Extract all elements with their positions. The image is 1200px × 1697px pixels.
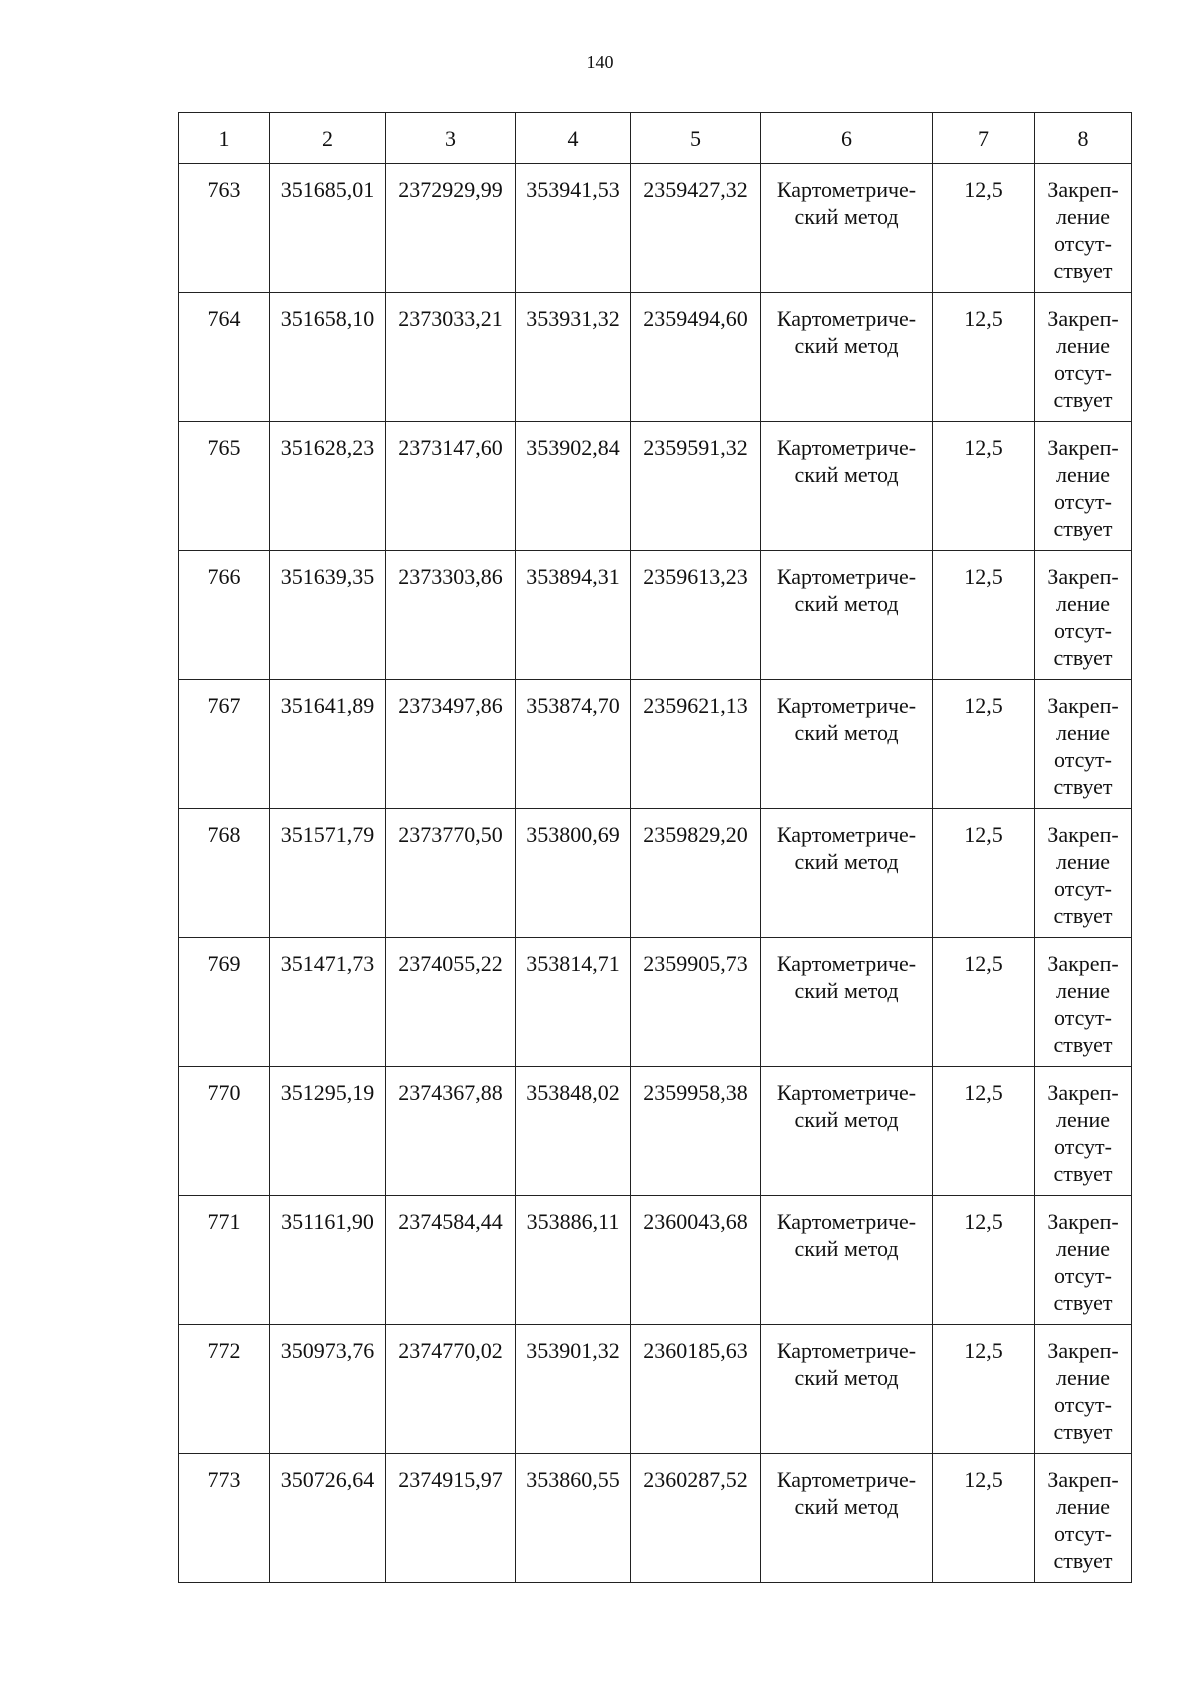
coordinate-y-new-cell: 2359427,32 [631, 164, 761, 293]
fixing-line: ствует [1053, 1419, 1113, 1444]
method-cell [761, 938, 933, 1067]
fixing-line: Закреп- [1047, 1467, 1119, 1492]
column-header: 5 [631, 113, 761, 164]
coordinate-y-new-cell: 2359958,38 [631, 1067, 761, 1196]
point-number-cell: 770 [179, 1067, 270, 1196]
coordinate-y-old-cell: 2374770,02 [386, 1325, 516, 1454]
fixing-line: ствует [1053, 1032, 1113, 1057]
fixing-line: отсут- [1053, 1005, 1112, 1030]
coordinate-y-old-cell: 2373033,21 [386, 293, 516, 422]
fixing-line: Закреп- [1047, 564, 1119, 589]
method-line: ский метод [794, 591, 899, 616]
coordinate-y-old-cell: 2372929,99 [386, 164, 516, 293]
fixing-line: ствует [1053, 1161, 1113, 1186]
coordinate-y-old-cell: 2373497,86 [386, 680, 516, 809]
table-row [179, 680, 1132, 809]
point-number-cell: 769 [179, 938, 270, 1067]
column-header: 3 [386, 113, 516, 164]
fixing-cell [1035, 1067, 1132, 1196]
coordinate-y-old-cell: 2373147,60 [386, 422, 516, 551]
coordinate-x-new-cell: 353902,84 [516, 422, 631, 551]
coordinate-y-new-cell: 2359494,60 [631, 293, 761, 422]
fixing-cell [1035, 422, 1132, 551]
coordinate-y-new-cell: 2359905,73 [631, 938, 761, 1067]
fixing-cell [1035, 293, 1132, 422]
coordinate-x-old-cell: 351685,01 [270, 164, 386, 293]
fixing-line: ление [1055, 591, 1111, 616]
fixing-line: ление [1055, 204, 1111, 229]
coordinate-x-old-cell: 351639,35 [270, 551, 386, 680]
column-header: 8 [1035, 113, 1132, 164]
coordinate-x-old-cell: 351471,73 [270, 938, 386, 1067]
accuracy-cell: 12,5 [933, 1454, 1035, 1583]
coordinate-x-new-cell: 353901,32 [516, 1325, 631, 1454]
fixing-line: Закреп- [1047, 693, 1119, 718]
method-line: Картометриче- [776, 1338, 917, 1363]
fixing-line: ствует [1053, 258, 1113, 283]
fixing-cell [1035, 164, 1132, 293]
coordinate-y-new-cell: 2359591,32 [631, 422, 761, 551]
accuracy-cell: 12,5 [933, 1196, 1035, 1325]
accuracy-cell: 12,5 [933, 1067, 1035, 1196]
fixing-line: ствует [1053, 1548, 1113, 1573]
table-row [179, 164, 1132, 293]
fixing-line: ствует [1053, 774, 1113, 799]
coordinate-y-new-cell: 2360043,68 [631, 1196, 761, 1325]
coordinate-x-old-cell: 351161,90 [270, 1196, 386, 1325]
fixing-line: ление [1055, 462, 1111, 487]
coordinate-y-new-cell: 2360185,63 [631, 1325, 761, 1454]
column-header: 7 [933, 113, 1035, 164]
coordinate-x-old-cell: 350726,64 [270, 1454, 386, 1583]
fixing-line: ление [1055, 849, 1111, 874]
fixing-line: Закреп- [1047, 1080, 1119, 1105]
fixing-cell [1035, 1325, 1132, 1454]
method-line: Картометриче- [776, 306, 917, 331]
fixing-line: Закреп- [1047, 1209, 1119, 1234]
table-row [179, 1454, 1132, 1583]
point-number-cell: 773 [179, 1454, 270, 1583]
page-number: 140 [586, 52, 614, 72]
coordinate-x-new-cell: 353931,32 [516, 293, 631, 422]
coordinate-x-new-cell: 353814,71 [516, 938, 631, 1067]
coordinate-y-old-cell: 2374367,88 [386, 1067, 516, 1196]
coordinate-x-new-cell: 353874,70 [516, 680, 631, 809]
accuracy-cell: 12,5 [933, 809, 1035, 938]
fixing-line: ствует [1053, 903, 1113, 928]
method-cell [761, 422, 933, 551]
fixing-line: ствует [1053, 516, 1113, 541]
method-line: ский метод [794, 1107, 899, 1132]
point-number-cell: 771 [179, 1196, 270, 1325]
fixing-cell [1035, 938, 1132, 1067]
fixing-line: ление [1055, 978, 1111, 1003]
coordinate-y-new-cell: 2360287,52 [631, 1454, 761, 1583]
column-header: 2 [270, 113, 386, 164]
point-number-cell: 763 [179, 164, 270, 293]
method-cell [761, 1325, 933, 1454]
method-line: ский метод [794, 1236, 899, 1261]
fixing-cell [1035, 551, 1132, 680]
table-row [179, 809, 1132, 938]
fixing-cell [1035, 1196, 1132, 1325]
fixing-line: Закреп- [1047, 1338, 1119, 1363]
accuracy-cell: 12,5 [933, 551, 1035, 680]
fixing-line: Закреп- [1047, 177, 1119, 202]
method-line: ский метод [794, 204, 899, 229]
fixing-line: ление [1055, 1107, 1111, 1132]
coordinate-y-old-cell: 2373303,86 [386, 551, 516, 680]
coordinate-x-new-cell: 353848,02 [516, 1067, 631, 1196]
point-number-cell: 766 [179, 551, 270, 680]
fixing-line: отсут- [1053, 876, 1112, 901]
fixing-line: отсут- [1053, 489, 1112, 514]
coordinate-x-new-cell: 353800,69 [516, 809, 631, 938]
table-row [179, 1325, 1132, 1454]
method-line: ский метод [794, 849, 899, 874]
coordinate-y-new-cell: 2359621,13 [631, 680, 761, 809]
coordinate-x-old-cell: 350973,76 [270, 1325, 386, 1454]
table-row [179, 551, 1132, 680]
table-row [179, 293, 1132, 422]
method-line: Картометриче- [776, 435, 917, 460]
method-line: ский метод [794, 1365, 899, 1390]
coordinate-y-new-cell: 2359613,23 [631, 551, 761, 680]
coordinate-x-old-cell: 351295,19 [270, 1067, 386, 1196]
accuracy-cell: 12,5 [933, 680, 1035, 809]
table-row [179, 422, 1132, 551]
point-number-cell: 764 [179, 293, 270, 422]
fixing-line: отсут- [1053, 360, 1112, 385]
coordinate-x-old-cell: 351571,79 [270, 809, 386, 938]
coordinate-y-old-cell: 2374584,44 [386, 1196, 516, 1325]
method-line: Картометриче- [776, 1467, 917, 1492]
column-header: 4 [516, 113, 631, 164]
method-line: Картометриче- [776, 693, 917, 718]
point-number-cell: 768 [179, 809, 270, 938]
accuracy-cell: 12,5 [933, 164, 1035, 293]
fixing-cell [1035, 680, 1132, 809]
method-cell [761, 164, 933, 293]
method-line: Картометриче- [776, 822, 917, 847]
fixing-line: отсут- [1053, 1392, 1112, 1417]
fixing-line: Закреп- [1047, 435, 1119, 460]
table-row [179, 938, 1132, 1067]
fixing-line: отсут- [1053, 1263, 1112, 1288]
coordinate-x-new-cell: 353860,55 [516, 1454, 631, 1583]
method-line: ский метод [794, 978, 899, 1003]
coordinate-x-old-cell: 351628,23 [270, 422, 386, 551]
method-line: ский метод [794, 1494, 899, 1519]
method-cell [761, 1454, 933, 1583]
table-row [179, 1196, 1132, 1325]
accuracy-cell: 12,5 [933, 293, 1035, 422]
fixing-line: Закреп- [1047, 822, 1119, 847]
fixing-line: ление [1055, 720, 1111, 745]
fixing-line: отсут- [1053, 231, 1112, 256]
fixing-line: отсут- [1053, 618, 1112, 643]
fixing-line: ствует [1053, 645, 1113, 670]
fixing-line: ствует [1053, 1290, 1113, 1315]
fixing-line: отсут- [1053, 747, 1112, 772]
coordinate-x-new-cell: 353886,11 [516, 1196, 631, 1325]
method-cell [761, 293, 933, 422]
table-body [179, 164, 1132, 1583]
fixing-line: Закреп- [1047, 306, 1119, 331]
fixing-cell [1035, 1454, 1132, 1583]
accuracy-cell: 12,5 [933, 938, 1035, 1067]
coordinate-x-new-cell: 353894,31 [516, 551, 631, 680]
coordinate-x-old-cell: 351641,89 [270, 680, 386, 809]
accuracy-cell: 12,5 [933, 1325, 1035, 1454]
method-cell [761, 1196, 933, 1325]
method-line: Картометриче- [776, 951, 917, 976]
fixing-line: отсут- [1053, 1134, 1112, 1159]
fixing-line: ление [1055, 1365, 1111, 1390]
fixing-line: ление [1055, 1494, 1111, 1519]
method-cell [761, 1067, 933, 1196]
point-number-cell: 765 [179, 422, 270, 551]
method-line: Картометриче- [776, 1209, 917, 1234]
coordinate-x-old-cell: 351658,10 [270, 293, 386, 422]
column-header: 6 [761, 113, 933, 164]
table-row [179, 1067, 1132, 1196]
fixing-line: Закреп- [1047, 951, 1119, 976]
method-cell [761, 680, 933, 809]
fixing-line: отсут- [1053, 1521, 1112, 1546]
method-line: ский метод [794, 720, 899, 745]
fixing-line: ление [1055, 1236, 1111, 1261]
method-line: Картометриче- [776, 177, 917, 202]
fixing-line: ление [1055, 333, 1111, 358]
method-cell [761, 809, 933, 938]
coordinates-table [178, 112, 1132, 1583]
method-cell [761, 551, 933, 680]
method-line: ский метод [794, 333, 899, 358]
method-line: ский метод [794, 462, 899, 487]
table-header-row [179, 113, 1132, 164]
coordinate-y-old-cell: 2373770,50 [386, 809, 516, 938]
fixing-line: ствует [1053, 387, 1113, 412]
method-line: Картометриче- [776, 1080, 917, 1105]
fixing-cell [1035, 809, 1132, 938]
accuracy-cell: 12,5 [933, 422, 1035, 551]
coordinate-x-new-cell: 353941,53 [516, 164, 631, 293]
point-number-cell: 767 [179, 680, 270, 809]
coordinate-y-new-cell: 2359829,20 [631, 809, 761, 938]
column-header: 1 [179, 113, 270, 164]
coordinate-y-old-cell: 2374055,22 [386, 938, 516, 1067]
method-line: Картометриче- [776, 564, 917, 589]
coordinate-y-old-cell: 2374915,97 [386, 1454, 516, 1583]
point-number-cell: 772 [179, 1325, 270, 1454]
